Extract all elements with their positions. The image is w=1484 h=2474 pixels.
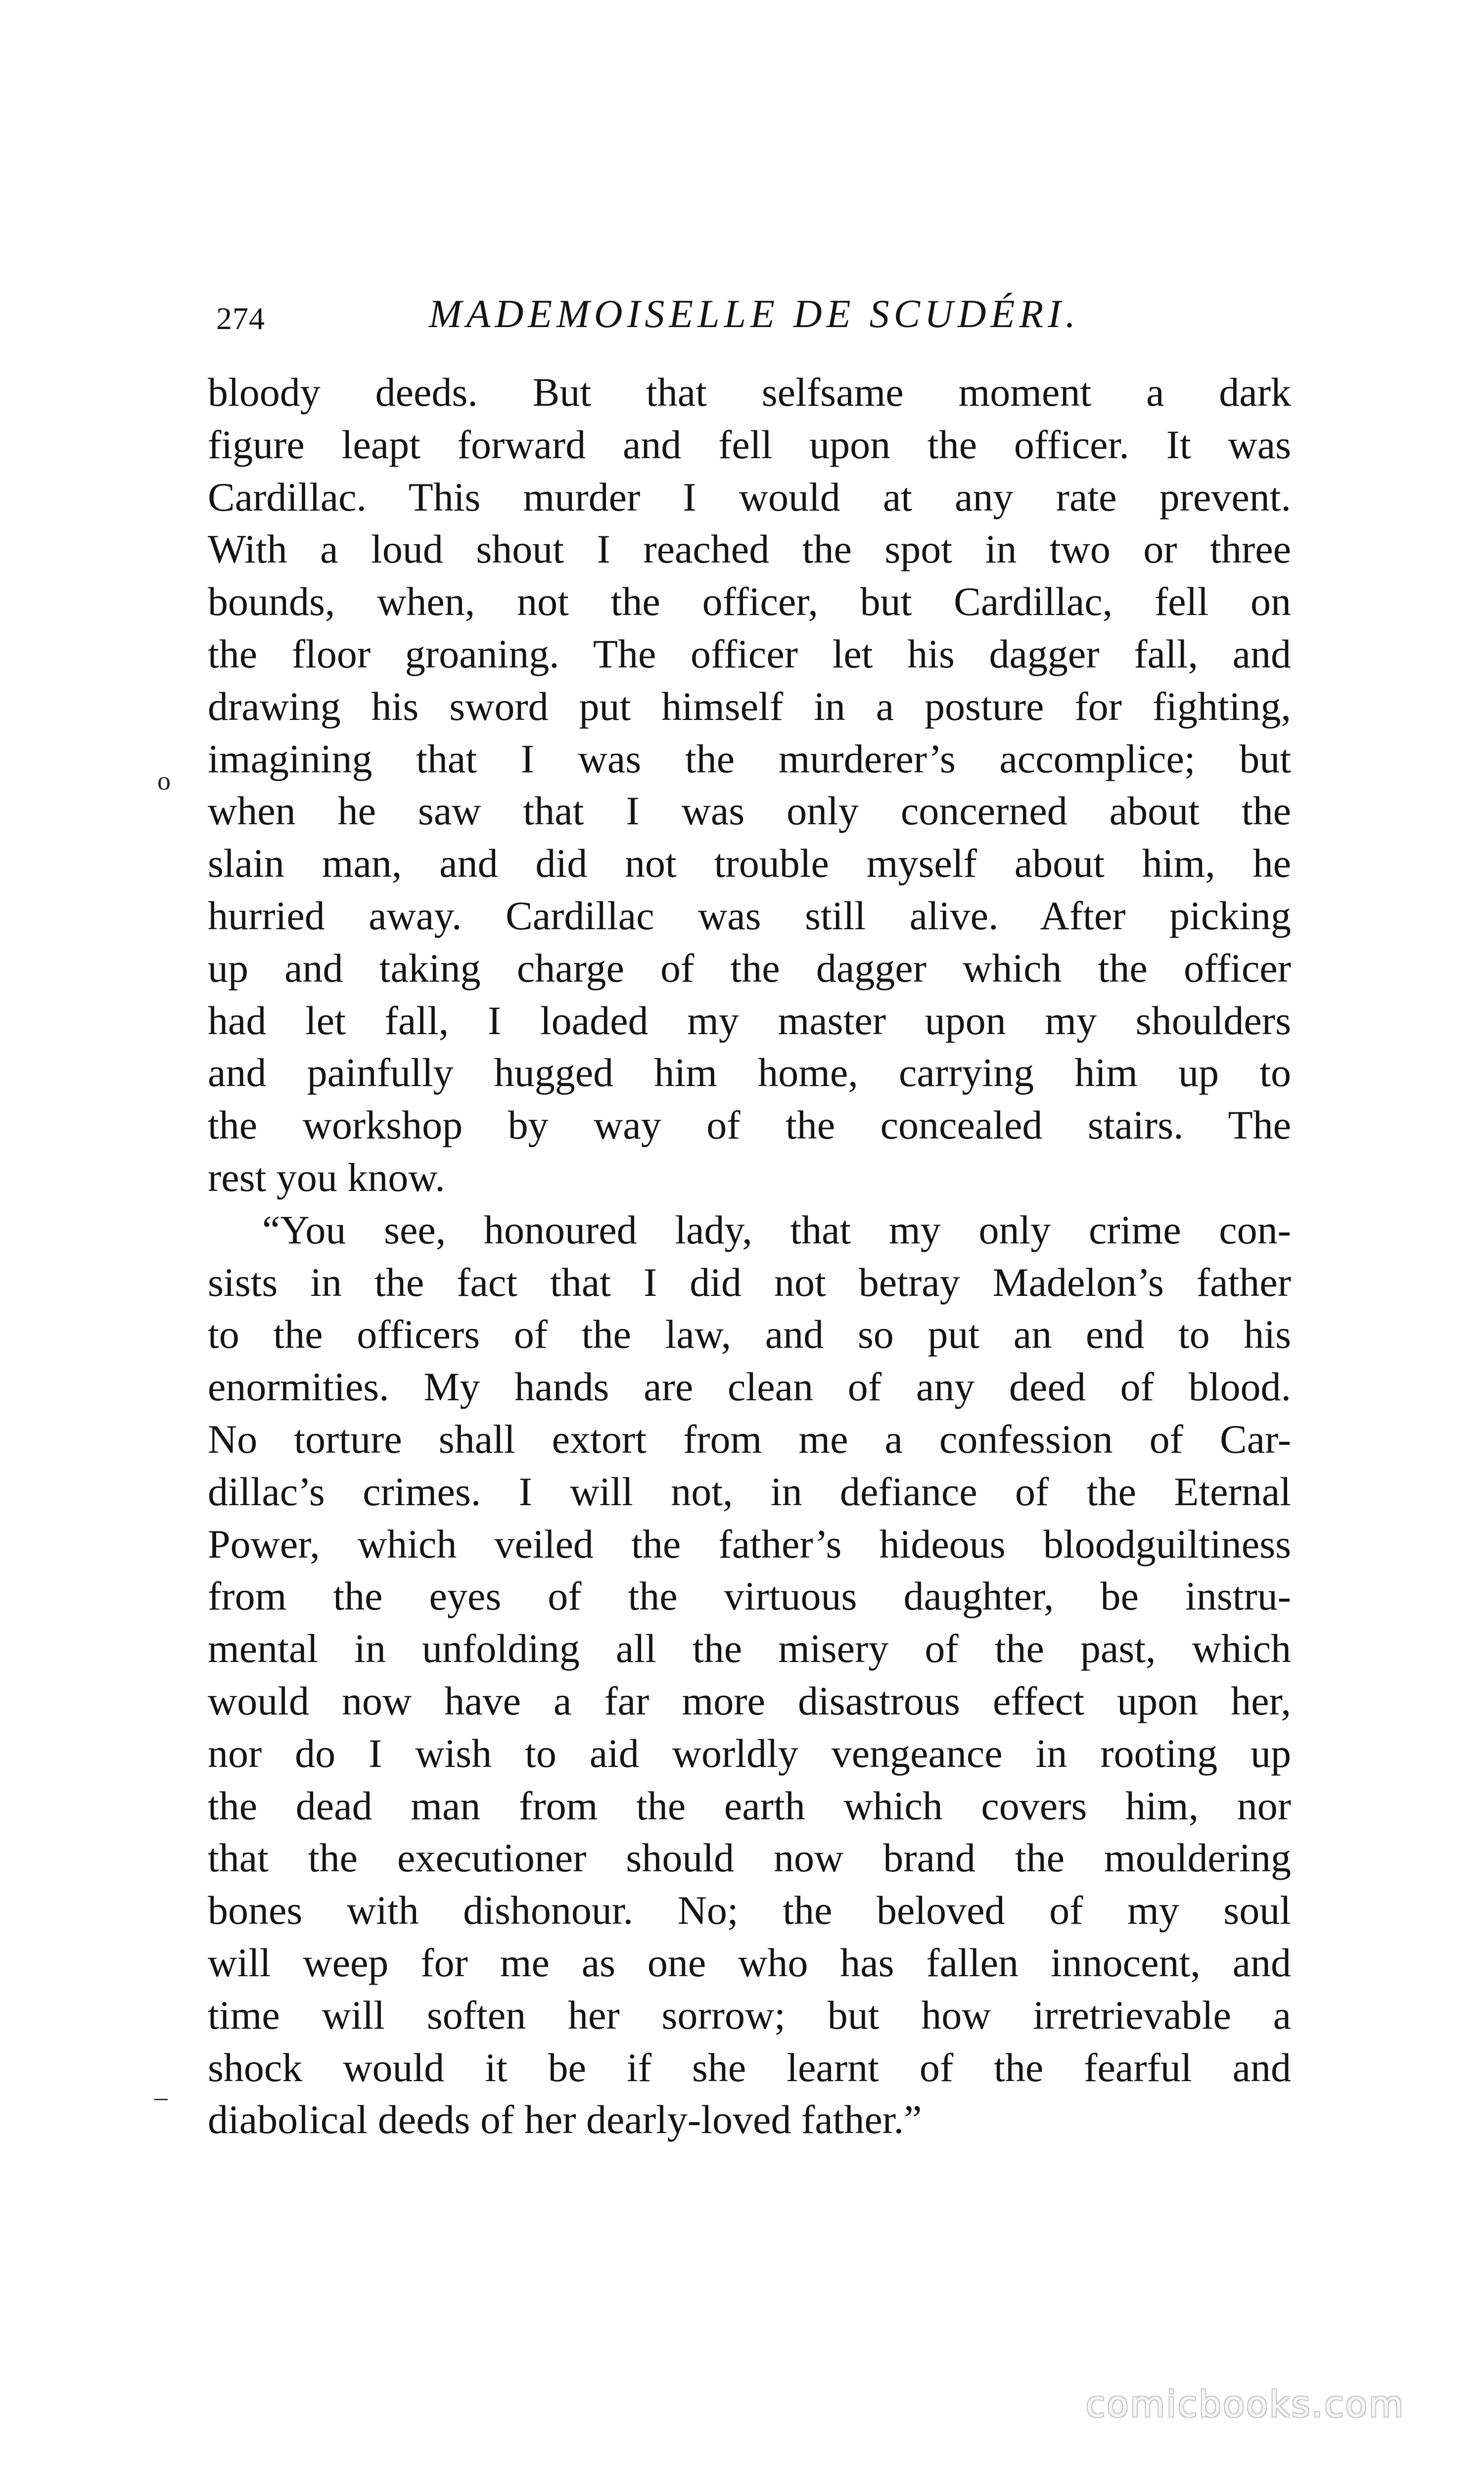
text-line: enormities. My hands are clean of any deed of blood. [208,1364,1291,1410]
text-line: when he saw that I was only concerned about the [208,788,1291,834]
text-line: nor do I wish to aid worldly vengeance in rooting up [208,1730,1291,1776]
body-text [208,366,1291,2146]
margin-mark: o [157,766,171,796]
text-line: dillac’s crimes. I will not, in defiance of the Eternal [208,1469,1291,1514]
text-line: the workshop by way of the concealed stairs. The [208,1102,1291,1148]
text-line: imagining that I was the murderer’s accomplice; but [208,736,1291,781]
text-line: With a loud shout I reached the spot in two or three [208,526,1291,572]
text-line: slain man, and did not trouble myself about him, he [208,841,1291,886]
paragraph [208,1204,1291,2146]
text-line: will weep for me as one who has fallen innocent, and [208,1940,1291,1985]
text-line: Cardillac. This murder I would at any rate prevent. [208,474,1291,520]
text-line: Power, which veiled the father’s hideous bloodguiltiness [208,1521,1291,1567]
text-line: bones with dishonour. No; the beloved of my soul [208,1888,1291,1933]
text-line: figure leapt forward and fell upon the officer. It was [208,422,1291,467]
text-line: would now have a far more disastrous effect upon her, [208,1678,1291,1723]
text-line: and painfully hugged him home, carrying him up to [208,1050,1291,1095]
site-watermark: comicbooks.com [1085,2383,1405,2425]
text-line: time will soften her sorrow; but how irretrievable a [208,1992,1291,2038]
text-line: from the eyes of the virtuous daughter, be instru- [208,1573,1291,1619]
text-line: up and taking charge of the dagger which the officer [208,945,1291,991]
text-line: bounds, when, not the officer, but Cardillac, fell on [208,579,1291,624]
text-line: the floor groaning. The officer let his dagger fall, and [208,631,1291,676]
text-line: that the executioner should now brand the mouldering [208,1835,1291,1881]
margin-mark: – [154,2082,168,2112]
text-line: hurried away. Cardillac was still alive. After picking [208,893,1291,938]
text-line: diabolical deeds of her dearly-loved father.” [208,2097,922,2142]
text-line: drawing his sword put himself in a posture for fighting, [208,683,1291,729]
running-head [216,287,1285,346]
text-line: “You see, honoured lady, that my only crime con- [262,1207,1291,1252]
text-line: sists in the fact that I did not betray Madelon’s father [208,1259,1291,1305]
text-line: shock would it be if she learnt of the fearful and [208,2045,1291,2090]
paragraph [208,366,1291,1204]
running-title: MADEMOISELLE DE SCUDÉRI. [429,292,1080,336]
text-line: bloody deeds. But that selfsame moment a dark [208,370,1291,415]
text-line: rest you know. [208,1154,445,1200]
text-line: to the officers of the law, and so put an end to his [208,1312,1291,1357]
text-line: mental in unfolding all the misery of the past, which [208,1626,1291,1671]
text-line: the dead man from the earth which covers him, nor [208,1783,1291,1828]
text-line: No torture shall extort from me a confession of Car- [208,1416,1291,1462]
page-number: 274 [216,301,265,336]
text-line: had let fall, I loaded my master upon my shoulders [208,998,1291,1043]
